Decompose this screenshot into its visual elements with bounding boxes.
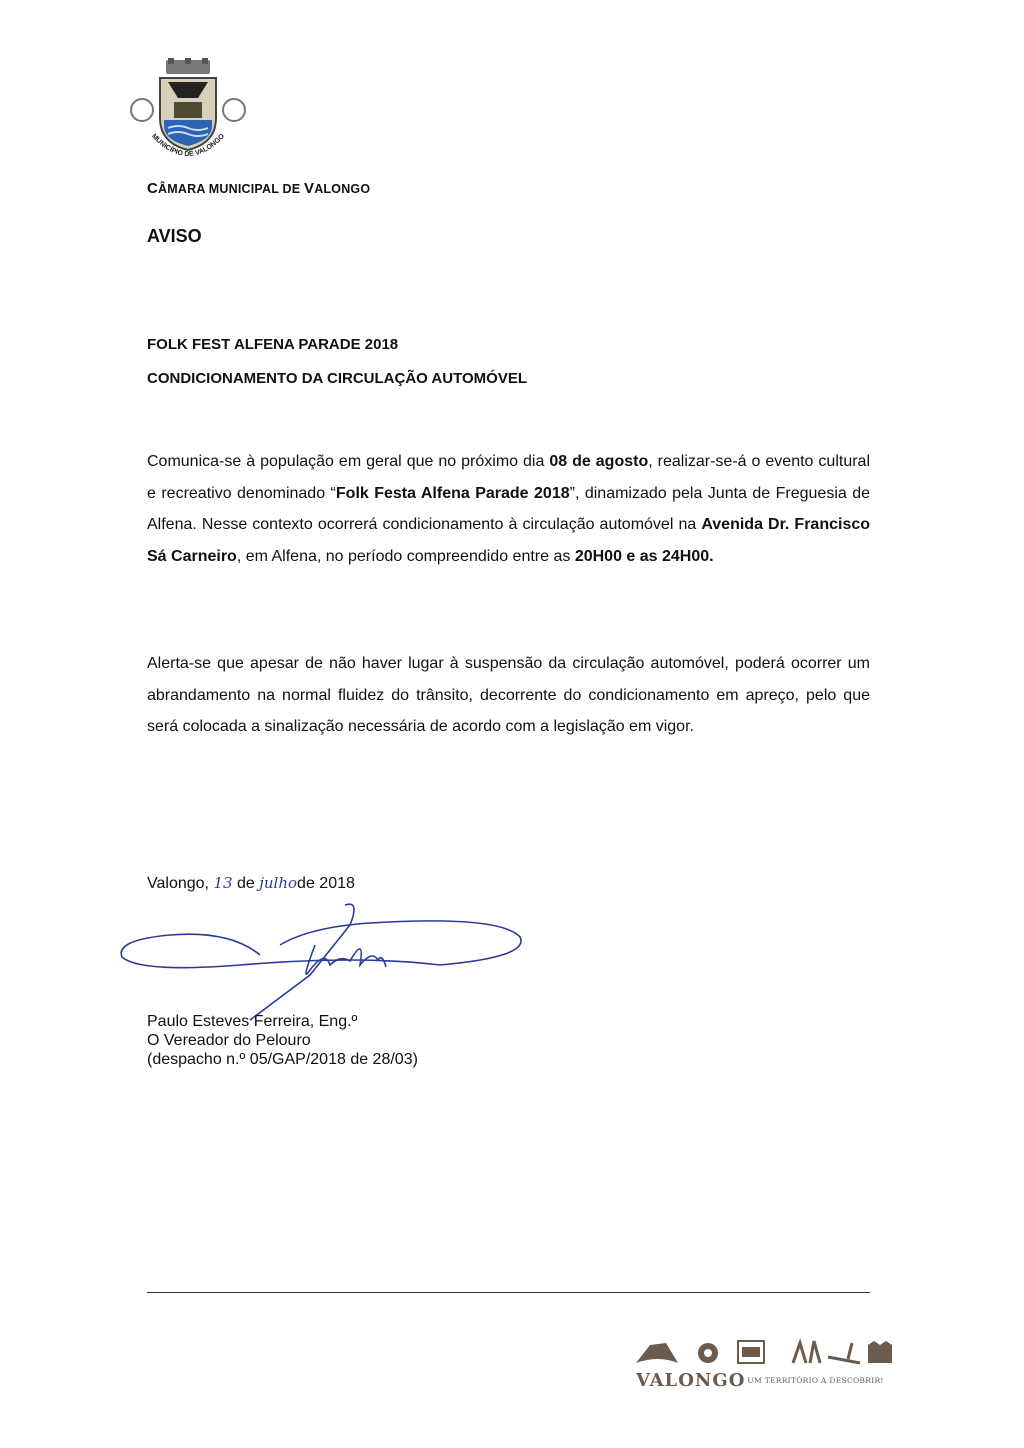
emphasized-text: Folk Festa Alfena Parade 2018 xyxy=(335,484,570,502)
text-segment: , em Alfena, no período compreendido entre as xyxy=(236,547,575,565)
date-de: de xyxy=(236,875,255,892)
footer-divider xyxy=(147,1292,870,1293)
paragraph-alert: Alerta-se que apesar de não haver lugar à suspensão da circulação automóvel, poderá ocorrer um abrandamento na normal fluidez do trânsito, decorrente do condicionamento em apreço, pelo que será colocada a sinalização necessária de acordo com a legislação em vigor. xyxy=(147,655,870,735)
signer-name: Paulo Esteves Ferreira, Eng.º xyxy=(147,1013,358,1030)
signer-role: O Vereador do Pelouro xyxy=(147,1032,311,1049)
signer-block xyxy=(147,1012,418,1069)
text-segment: ”, dinamizado pela Junta de Freguesia de Alfena. Nesse contexto ocorrerá condicionamento à circulação automóvel na xyxy=(147,484,871,533)
subject-title: FOLK FEST ALFENA PARADE 2018 xyxy=(147,336,399,353)
date-day-handwritten: 13 xyxy=(213,874,233,892)
subject-subtitle: CONDICIONAMENTO DA CIRCULAÇÃO AUTOMÓVEL xyxy=(147,370,527,387)
text-segment: Comunica-se à população em geral que no próximo dia xyxy=(147,453,550,470)
emphasized-text: 08 de agosto xyxy=(549,453,649,470)
paragraph-announcement xyxy=(147,446,870,572)
figures-icon xyxy=(793,1341,820,1363)
signature-date xyxy=(147,874,355,893)
footer-tagline: • UM TERRITÓRIO A DESCOBRIR! xyxy=(740,1376,884,1385)
emphasized-text: Avenida Dr. Francisco Sá Carneiro xyxy=(147,516,871,565)
organization-name xyxy=(147,180,370,197)
date-month-handwritten: julho xyxy=(259,874,298,892)
footer-brand: VALONGO xyxy=(636,1370,746,1391)
date-year: de 2018 xyxy=(297,875,355,892)
org-initial: C xyxy=(147,180,159,197)
date-place: Valongo, xyxy=(147,875,209,892)
notice-heading: AVISO xyxy=(147,226,202,246)
org-initial-v: V xyxy=(303,180,315,197)
org-city: ALONGO xyxy=(314,182,371,196)
crest-ribbon-textpath: MUNICÍPIO DE VALONGO xyxy=(150,132,226,159)
handwritten-signature xyxy=(110,895,550,1025)
signer-dispatch: (despacho n.º 05/GAP/2018 de 28/03) xyxy=(147,1051,418,1068)
building-icon xyxy=(868,1341,892,1363)
text-segment: , realizar-se-á o evento cultural e recreativo denominado “ xyxy=(147,453,870,502)
org-name-part: ÂMARA MUNICIPAL DE xyxy=(158,182,304,196)
emphasized-text: 20H00 e as 24H00. xyxy=(574,547,714,565)
rider-icon xyxy=(828,1343,860,1363)
mountain-icon xyxy=(636,1343,678,1363)
municipal-crest-logo xyxy=(128,58,248,168)
